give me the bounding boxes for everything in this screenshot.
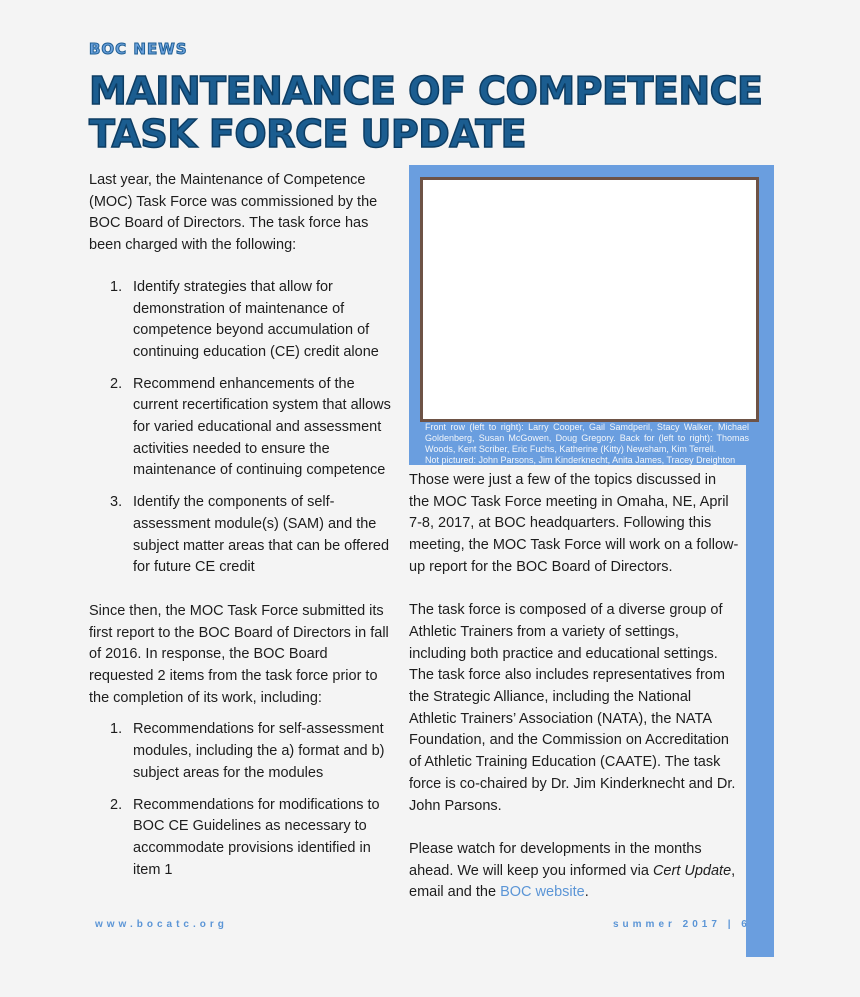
title-line-2: TASK FORCE UPDATE (89, 112, 527, 156)
group-photo (420, 177, 759, 422)
closing-paragraph (409, 839, 739, 904)
closing-text-mid: , email and the (409, 862, 736, 901)
requests-list (89, 719, 394, 881)
list-item (89, 719, 394, 784)
title-line-1: MAINTENANCE OF COMPETENCE (89, 69, 763, 113)
footer-issue-page: summer 2017 | 6 (613, 919, 751, 930)
left-column (89, 170, 394, 891)
right-column (409, 470, 739, 926)
list-item (89, 492, 394, 579)
list-text: Identify the components of self-assessment module(s) (SAM) and the subject matter areas that can be offered for future CE credit (133, 494, 390, 576)
list-number: 3. (110, 494, 123, 511)
list-number: 2. (110, 796, 123, 813)
list-text: Recommendations for modifications to BOC CE Guidelines as necessary to accommodate provisions identified in item 1 (133, 796, 380, 878)
since-paragraph: Since then, the MOC Task Force submitted its first report to the BOC Board of Directors in fall of 2016. In response, the BOC Board requested 2 items from the task force prior to the completion of its work, including: (89, 602, 389, 706)
footer-website: www.bocatc.org (95, 919, 228, 930)
list-item (89, 795, 394, 882)
list-number: 1. (110, 721, 123, 738)
composition-paragraph: The task force is composed of a diverse group of Athletic Trainers from a variety of settings, including both practice and educational settings. The task force also includes representatives from the Strategic Alliance, including the National Athletic Trainers’ Association (NATA), the NATA Foundation, and the Commission on Accreditation of Athletic Training Education (CAATE). The task force is co-chaired by Dr. Jim Kinderknecht and Dr. John Parsons. (409, 602, 736, 814)
closing-text-end: . (584, 884, 589, 901)
meeting-paragraph: Those were just a few of the topics discussed in the MOC Task Force meeting in Omaha, NE, April 7-8, 2017, at BOC headquarters. Following this meeting, the MOC Task Force will work on a follow-up report for the BOC Board of Directors. (409, 472, 739, 575)
charges-list (89, 277, 394, 579)
page-title (89, 70, 789, 156)
list-text: Identify strategies that allow for demonstration of maintenance of competence beyond accumulation of continuing education (CE) credit alone (133, 278, 379, 360)
list-number: 2. (110, 375, 123, 392)
list-item (89, 277, 394, 364)
section-label: BOC NEWS (89, 40, 188, 58)
cert-update-title: Cert Update (652, 862, 732, 879)
list-number: 1. (110, 278, 123, 295)
boc-website-link[interactable]: BOC website (500, 884, 585, 901)
caption-front-back: Front row (left to right): Larry Cooper, Gail Samdperil, Stacy Walker, Michael Goldenberg, Susan McGowen, Doug Gregory. Back for (left to right): Thomas Woods, Kent Scriber, Eric Fuchs, Katherine (Kitty) Newsham, Kim Terrell. (425, 422, 749, 454)
list-text: Recommend enhancements of the current recertification system that allows for varied educational and assessment activities needed to ensure the maintenance of continuing competence (133, 375, 391, 479)
caption-not-pictured: Not pictured: John Parsons, Jim Kinderknecht, Anita James, Tracey Dreighton (425, 455, 736, 465)
photo-caption (425, 422, 749, 466)
closing-text-start: Please watch for developments in the months ahead. We will keep you informed via (409, 840, 702, 879)
intro-paragraph: Last year, the Maintenance of Competence (MOC) Task Force was commissioned by the BOC Board of Directors. The task force has been charged with the following: (89, 172, 378, 254)
list-item (89, 374, 394, 483)
list-text: Recommendations for self-assessment modules, including the a) format and b) subject areas for the modules (133, 721, 385, 781)
